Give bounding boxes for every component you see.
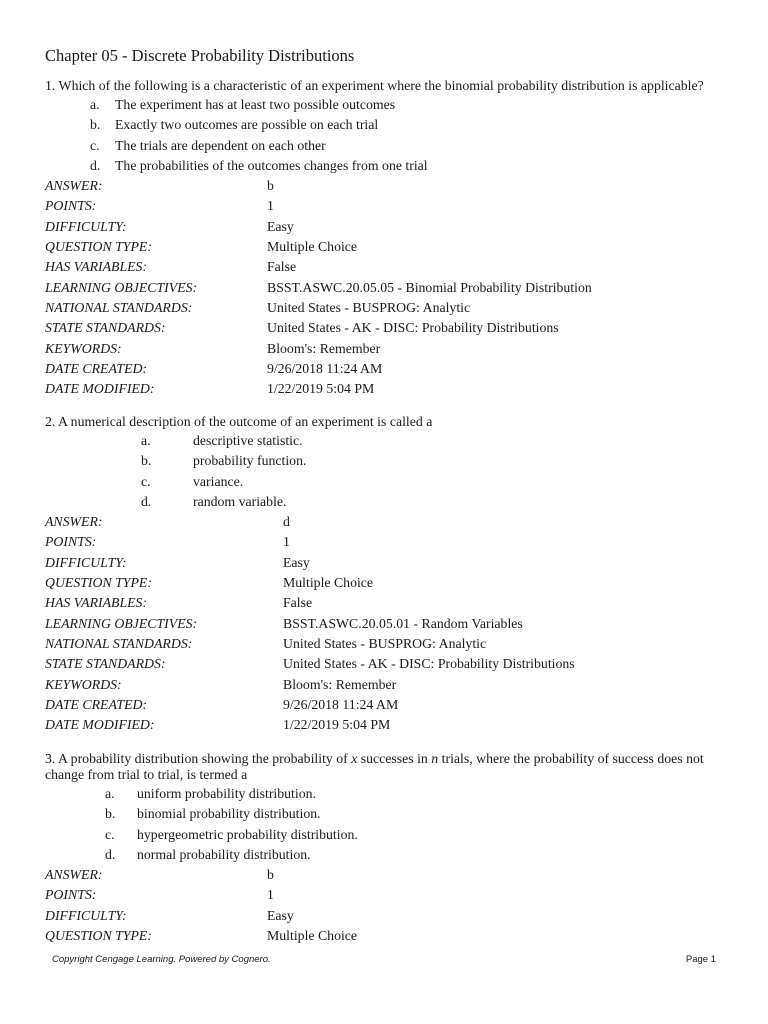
choice-c: c. The trials are dependent on each other — [90, 137, 326, 153]
variable-n: n — [431, 751, 439, 766]
meta-state-standards: STATE STANDARDS: United States - AK - DISC: Probability Distributions — [45, 320, 559, 336]
choice-a: a. uniform probability distribution. — [105, 786, 316, 801]
meta-date-created: DATE CREATED: 9/26/2018 11:24 AM — [45, 696, 399, 712]
meta-national-standards: NATIONAL STANDARDS: United States - BUSPROG: Analytic — [45, 635, 487, 651]
choice-b: b. probability function. — [141, 453, 307, 469]
meta-has-variables: HAS VARIABLES: False — [45, 259, 297, 275]
choice-d: d. random variable. — [141, 493, 287, 509]
meta-keywords: KEYWORDS: Bloom's: Remember — [45, 676, 397, 692]
copyright-footer: Copyright Cengage Learning. Powered by Cognero. — [52, 954, 271, 965]
choice-a: a. descriptive statistic. — [141, 433, 303, 448]
meta-learning-objectives: LEARNING OBJECTIVES: BSST.ASWC.20.05.05 - Binomial Probability Distribution — [45, 279, 592, 295]
choice-a: a. The experiment has at least two possible outcomes — [90, 97, 396, 112]
meta-difficulty: DIFFICULTY: Easy — [45, 218, 294, 234]
choice-d: d. The probabilities of the outcomes changes from one trial — [90, 157, 428, 173]
variable-x: x — [351, 751, 358, 766]
choice-b: b. Exactly two outcomes are possible on each trial — [90, 117, 379, 133]
question-text: 3. A probability distribution showing the probability of x successes in n trials, where the probability of success does not change from trial to trial, is termed a — [45, 751, 704, 782]
meta-answer: ANSWER: d — [45, 514, 290, 530]
choice-d: d. normal probability distribution. — [105, 846, 311, 862]
meta-date-modified: DATE MODIFIED: 1/22/2019 5:04 PM — [45, 717, 391, 733]
question-2 — [45, 414, 712, 735]
meta-answer: ANSWER: b — [45, 867, 274, 883]
meta-difficulty: DIFFICULTY: Easy — [45, 907, 294, 923]
meta-date-created: DATE CREATED: 9/26/2018 11:24 AM — [45, 360, 383, 376]
question-1 — [45, 78, 712, 399]
meta-question-type: QUESTION TYPE: Multiple Choice — [45, 239, 358, 255]
meta-question-type: QUESTION TYPE: Multiple Choice — [45, 575, 374, 591]
meta-question-type: QUESTION TYPE: Multiple Choice — [45, 928, 358, 944]
page-number: Page 1 — [685, 954, 716, 965]
question-text: 1. Which of the following is a characteristic of an experiment where the binomial probability distribution is applicable? — [45, 78, 704, 93]
meta-points: POINTS: 1 — [45, 198, 274, 214]
page-title: Chapter 05 - Discrete Probability Distributions — [45, 46, 355, 65]
meta-answer: ANSWER: b — [45, 178, 274, 194]
choice-c: c. variance. — [141, 473, 244, 489]
choice-b: b. binomial probability distribution. — [105, 806, 321, 822]
meta-points: POINTS: 1 — [45, 887, 274, 903]
meta-learning-objectives: LEARNING OBJECTIVES: BSST.ASWC.20.05.01 - Random Variables — [45, 615, 523, 631]
meta-date-modified: DATE MODIFIED: 1/22/2019 5:04 PM — [45, 381, 375, 397]
meta-national-standards: NATIONAL STANDARDS: United States - BUSPROG: Analytic — [45, 299, 471, 315]
meta-keywords: KEYWORDS: Bloom's: Remember — [45, 340, 381, 356]
question-3 — [45, 751, 712, 946]
choice-c: c. hypergeometric probability distribution. — [105, 826, 358, 842]
meta-has-variables: HAS VARIABLES: False — [45, 595, 313, 611]
question-text: 2. A numerical description of the outcome of an experiment is called a — [45, 414, 433, 429]
meta-points: POINTS: 1 — [45, 534, 290, 550]
meta-difficulty: DIFFICULTY: Easy — [45, 554, 310, 570]
meta-state-standards: STATE STANDARDS: United States - AK - DISC: Probability Distributions — [45, 656, 575, 672]
